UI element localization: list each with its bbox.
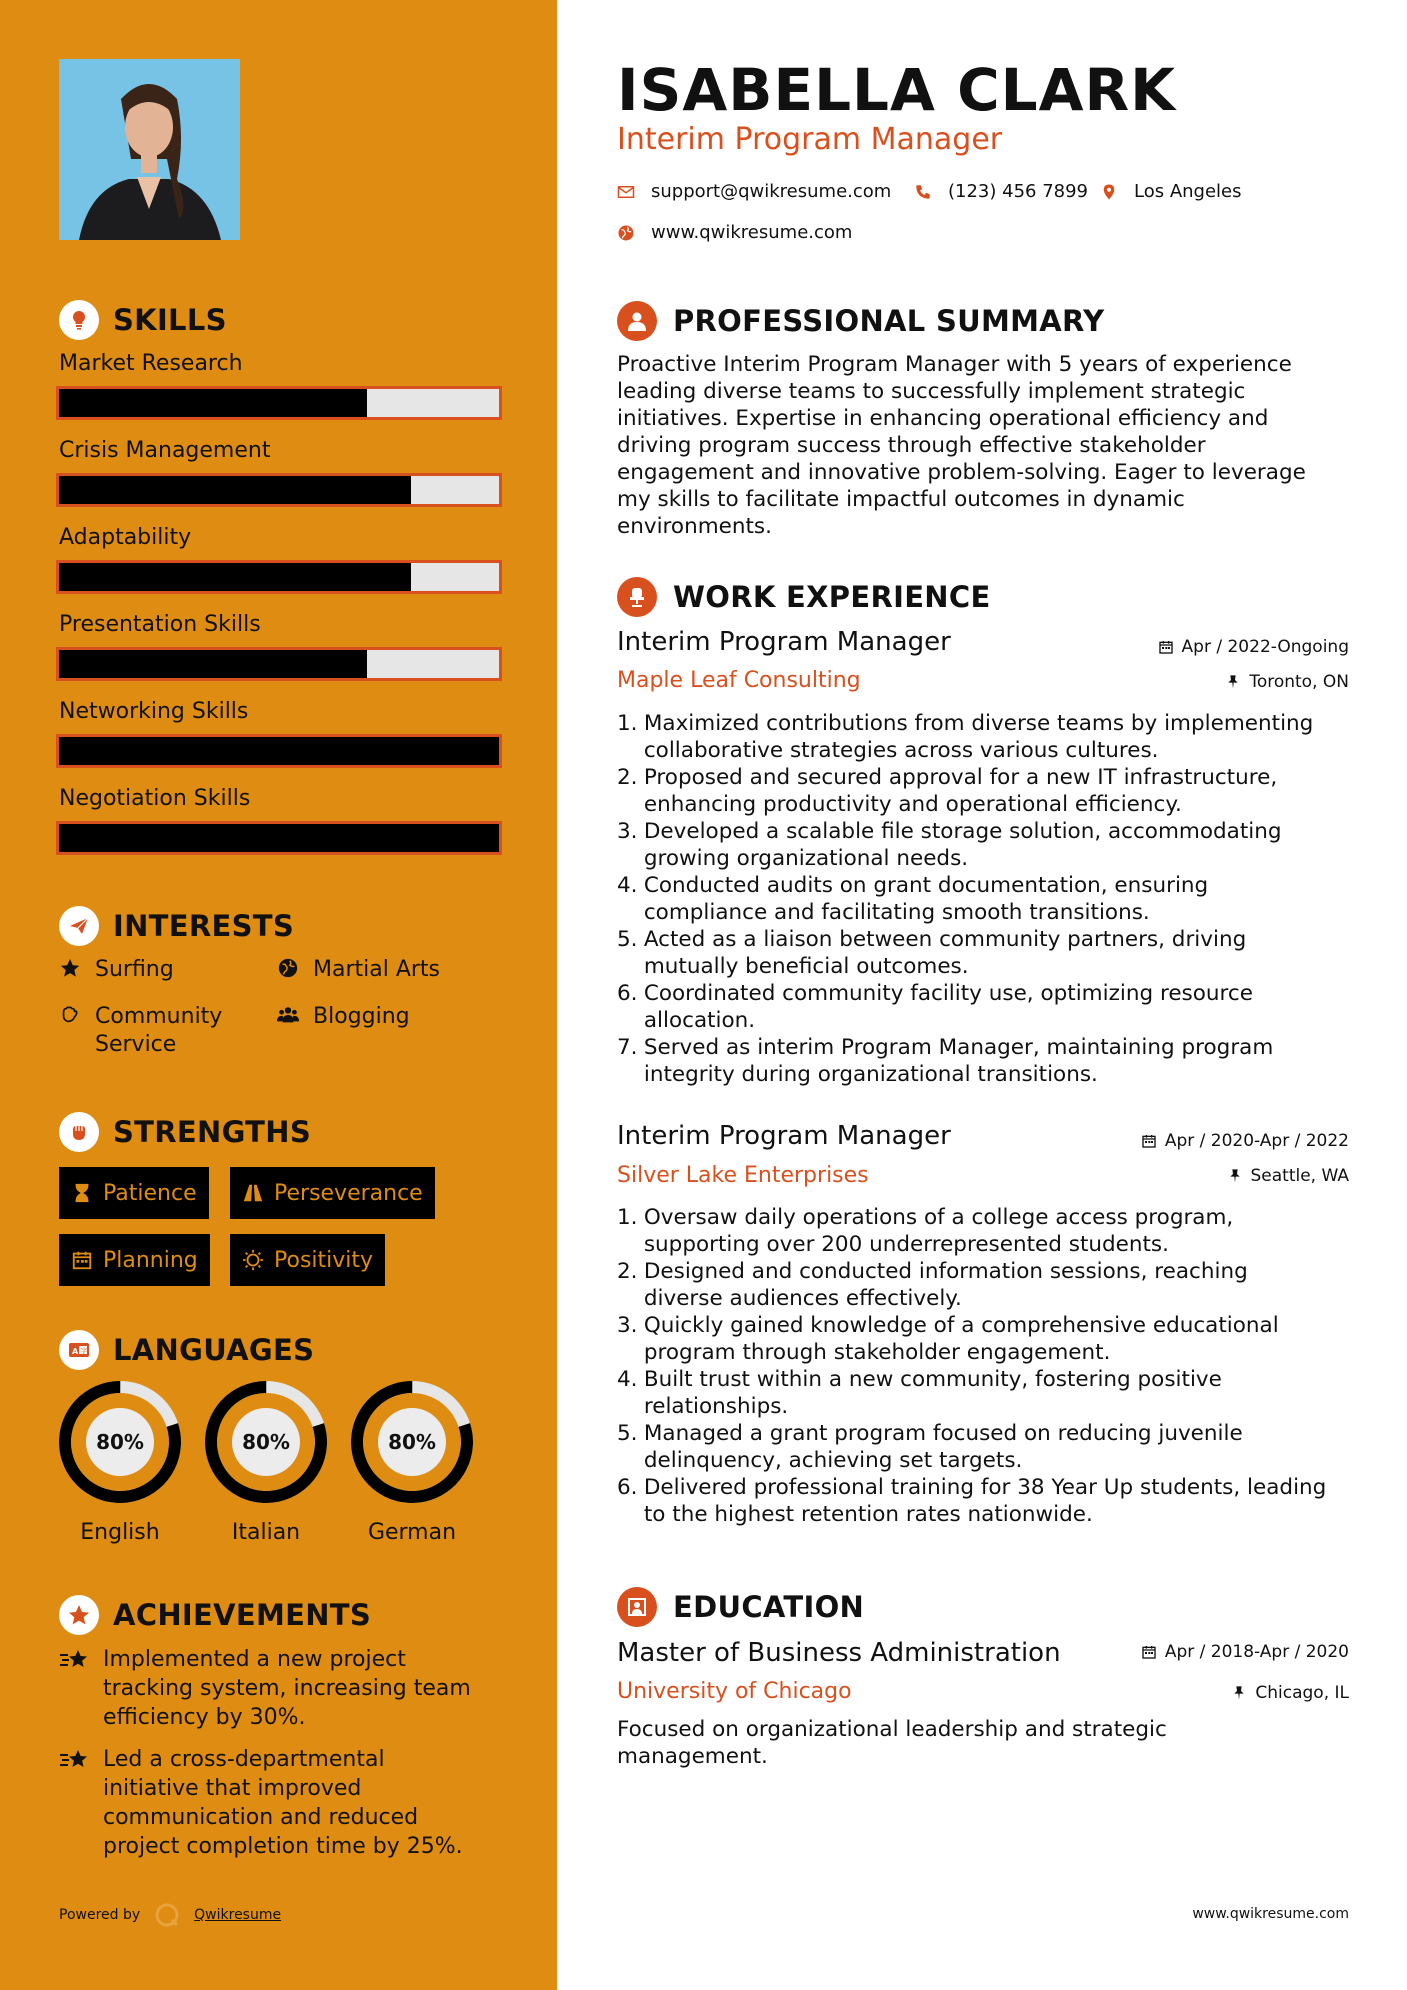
- powered-by: [59, 1902, 281, 1928]
- star-icon: [59, 957, 85, 983]
- sidebar: [0, 0, 557, 1990]
- job-bullets: [617, 1204, 1357, 1528]
- languages-title: LANGUAGES: [113, 1333, 315, 1367]
- job-location-text: Toronto, ON: [1249, 672, 1349, 692]
- sun-icon: [242, 1249, 264, 1271]
- education-location-text: Chicago, IL: [1255, 1683, 1349, 1703]
- language-percent: 80%: [96, 1430, 144, 1454]
- summary-text: Proactive Interim Program Manager with 5 years of experience leading diverse teams to successfully implement strategic initiatives. Expertise in enhancing operational efficiency and driving program success through effective stakeholder engagement and innovative problem-solving. Eager to leverage my skills to facilitate impactful outcomes in dynamic environments.: [617, 352, 1306, 539]
- education-description: Focused on organizational leadership and strategic management.: [617, 1717, 1167, 1769]
- language-percent: 80%: [242, 1430, 290, 1454]
- skill-bar-fill: [59, 563, 411, 591]
- interests-heading: [59, 904, 294, 948]
- shooting-star-icon: [59, 1747, 91, 1861]
- location-text: Los Angeles: [1134, 181, 1242, 202]
- phone-icon: [914, 183, 932, 201]
- footer-url[interactable]: www.qwikresume.com: [1192, 1906, 1349, 1922]
- job-bullets: [617, 710, 1357, 1088]
- achievement-item: [59, 1745, 499, 1861]
- skills-heading: [59, 298, 227, 342]
- globe-icon: [617, 224, 635, 242]
- website-link[interactable]: www.qwikresume.com: [651, 222, 853, 243]
- achievements-heading: [59, 1593, 371, 1637]
- language-name: Italian: [231, 1520, 301, 1545]
- interests-title: INTERESTS: [113, 909, 295, 943]
- contact-location: [1100, 181, 1242, 202]
- candidate-name: ISABELLA CLARK: [617, 56, 1177, 124]
- interest-item: [277, 956, 440, 984]
- profile-photo: [59, 59, 240, 240]
- contact-phone: [914, 181, 1088, 202]
- job-dates: [1158, 637, 1349, 657]
- strength-label: Positivity: [274, 1247, 374, 1273]
- job-title: Interim Program Manager: [617, 627, 951, 657]
- experience-title: WORK EXPERIENCE: [673, 580, 991, 614]
- education-heading: [617, 1587, 864, 1627]
- bullet-item: 3. Developed a scalable file storage solution, accommodating growing organizational needs.: [617, 819, 1282, 871]
- interest-label: Blogging: [313, 1004, 410, 1029]
- contact-website: [617, 222, 852, 243]
- company-name: Silver Lake Enterprises: [617, 1163, 869, 1188]
- education-location: [1231, 1683, 1349, 1703]
- calendar-icon: [1158, 639, 1174, 655]
- skill-bar: [56, 734, 502, 768]
- globe-icon: [277, 957, 303, 983]
- skill-bar-fill: [59, 650, 367, 678]
- skill-label: Crisis Management: [59, 438, 271, 463]
- achievement-text: Led a cross-departmental initiative that improved communication and reduced project completion time by 25%.: [103, 1747, 463, 1859]
- language-name: English: [80, 1520, 160, 1545]
- job-location: [1227, 1166, 1350, 1186]
- language-item: [58, 1380, 182, 1545]
- bullet-item: 1. Maximized contributions from diverse teams by implementing collaborative strategies across various cultures.: [617, 711, 1314, 763]
- pushpin-icon: [1231, 1685, 1247, 1701]
- skill-bar-fill: [59, 824, 499, 852]
- skill-bar: [56, 647, 502, 681]
- strength-badge: [59, 1234, 210, 1286]
- pushpin-icon: [1225, 674, 1241, 690]
- skill-bar: [56, 386, 502, 420]
- achievement-item: [59, 1645, 499, 1732]
- powered-by-label: Powered by: [59, 1907, 141, 1923]
- bullet-item: 7. Served as interim Program Manager, maintaining program integrity during organizational transitions.: [617, 1035, 1274, 1087]
- road-icon: [242, 1182, 264, 1204]
- skill-label: Market Research: [59, 351, 243, 376]
- school-name: University of Chicago: [617, 1679, 852, 1704]
- achievements-title: ACHIEVEMENTS: [113, 1598, 372, 1632]
- bullet-item: 2. Proposed and secured approval for a new IT infrastructure, enhancing productivity and operational efficiency.: [617, 765, 1278, 817]
- bullet-item: 1. Oversaw daily operations of a college access program, supporting over 200 underrepresented students.: [617, 1205, 1234, 1257]
- bullet-item: 2. Designed and conducted information sessions, reaching diverse audiences effectively.: [617, 1259, 1248, 1311]
- envelope-icon: [617, 183, 635, 201]
- skill-bar: [56, 821, 502, 855]
- job-dates-text: Apr / 2020-Apr / 2022: [1164, 1131, 1349, 1151]
- interest-label: Surfing: [95, 957, 174, 982]
- skill-label: Negotiation Skills: [59, 786, 251, 811]
- achievement-text: Implemented a new project tracking system, increasing team efficiency by 30%.: [103, 1647, 471, 1730]
- svg-text:A: A: [72, 1347, 79, 1356]
- skill-bar: [56, 560, 502, 594]
- job-dates: [1141, 1131, 1349, 1151]
- job-location-text: Seattle, WA: [1250, 1166, 1349, 1186]
- skill-bar-fill: [59, 476, 411, 504]
- qwikresume-link[interactable]: Qwikresume: [194, 1907, 282, 1923]
- language-percent: 80%: [388, 1430, 436, 1454]
- interest-label: Martial Arts: [313, 957, 441, 982]
- company-name: Maple Leaf Consulting: [617, 668, 861, 693]
- summary-heading: [617, 301, 1104, 341]
- language-item: [204, 1380, 328, 1545]
- interest-item: [59, 1003, 222, 1059]
- translate-icon: [59, 1330, 99, 1370]
- language-ring: [350, 1380, 474, 1504]
- qwikresume-logo-icon: [154, 1902, 180, 1928]
- language-item: [350, 1380, 474, 1545]
- lightbulb-icon: [59, 300, 99, 340]
- languages-heading: [59, 1328, 314, 1372]
- award-star-icon: [59, 1595, 99, 1635]
- hand-icon: [59, 1004, 85, 1030]
- bullet-item: 6. Coordinated community facility use, optimizing resource allocation.: [617, 981, 1253, 1033]
- experience-heading: [617, 577, 991, 617]
- hourglass-icon: [71, 1182, 93, 1204]
- bullet-item: 4. Built trust within a new community, fostering positive relationships.: [617, 1367, 1222, 1419]
- education-dates: [1141, 1642, 1349, 1662]
- bullet-item: 3. Quickly gained knowledge of a comprehensive educational program through stakeholder engagement.: [617, 1313, 1279, 1365]
- user-icon: [617, 301, 657, 341]
- pushpin-icon: [1227, 1168, 1243, 1184]
- fist-icon: [59, 1112, 99, 1152]
- job-title: Interim Program Manager: [617, 1121, 951, 1151]
- skill-label: Presentation Skills: [59, 612, 261, 637]
- paper-plane-icon: [59, 906, 99, 946]
- strength-label: Perseverance: [274, 1180, 423, 1206]
- skills-title: SKILLS: [113, 303, 227, 337]
- skill-bar-fill: [59, 737, 499, 765]
- language-name: German: [367, 1520, 457, 1545]
- summary-title: PROFESSIONAL SUMMARY: [673, 304, 1105, 338]
- email-link[interactable]: support@qwikresume.com: [651, 181, 892, 202]
- bullet-item: 6. Delivered professional training for 38 Year Up students, leading to the highest retention rates nationwide.: [617, 1475, 1327, 1527]
- users-icon: [277, 1004, 303, 1030]
- shooting-star-icon: [59, 1647, 91, 1732]
- job-dates-text: Apr / 2022-Ongoing: [1181, 637, 1349, 657]
- strengths-heading: [59, 1110, 311, 1154]
- candidate-title: Interim Program Manager: [617, 122, 1003, 157]
- interest-label-line: Service: [95, 1032, 177, 1057]
- language-ring: [58, 1380, 182, 1504]
- education-dates-text: Apr / 2018-Apr / 2020: [1164, 1642, 1349, 1662]
- skill-label: Networking Skills: [59, 699, 249, 724]
- skill-label: Adaptability: [59, 525, 192, 550]
- calendar-icon: [71, 1249, 93, 1271]
- contact-email: [617, 181, 891, 202]
- bullet-item: 5. Acted as a liaison between community partners, driving mutually beneficial outcomes.: [617, 927, 1247, 979]
- strength-badge: [59, 1167, 209, 1219]
- interest-item: [59, 956, 174, 984]
- education-title: EDUCATION: [673, 1590, 865, 1624]
- skill-bar: [56, 473, 502, 507]
- strengths-title: STRENGTHS: [113, 1115, 312, 1149]
- bullet-item: 4. Conducted audits on grant documentation, ensuring compliance and facilitating smooth transitions.: [617, 873, 1209, 925]
- interest-label-line: Community: [95, 1004, 223, 1029]
- phone-number: (123) 456 7899: [948, 181, 1089, 202]
- strength-label: Patience: [103, 1180, 197, 1206]
- interest-item: [277, 1003, 410, 1031]
- strength-badge: [230, 1167, 435, 1219]
- graduation-icon: [617, 1587, 657, 1627]
- degree-title: Master of Business Administration: [617, 1638, 1061, 1668]
- interest-label: [95, 1003, 222, 1059]
- strength-label: Planning: [103, 1247, 198, 1273]
- language-ring: [204, 1380, 328, 1504]
- strength-badge: [230, 1234, 385, 1286]
- calendar-icon: [1141, 1644, 1157, 1660]
- svg-text:字: 字: [80, 1347, 88, 1355]
- skill-bar-fill: [59, 389, 367, 417]
- calendar-icon: [1141, 1133, 1157, 1149]
- job-location: [1225, 672, 1349, 692]
- bullet-item: 5. Managed a grant program focused on reducing juvenile delinquency, achieving set targets.: [617, 1421, 1243, 1473]
- briefcase-chair-icon: [617, 577, 657, 617]
- map-pin-icon: [1100, 183, 1118, 201]
